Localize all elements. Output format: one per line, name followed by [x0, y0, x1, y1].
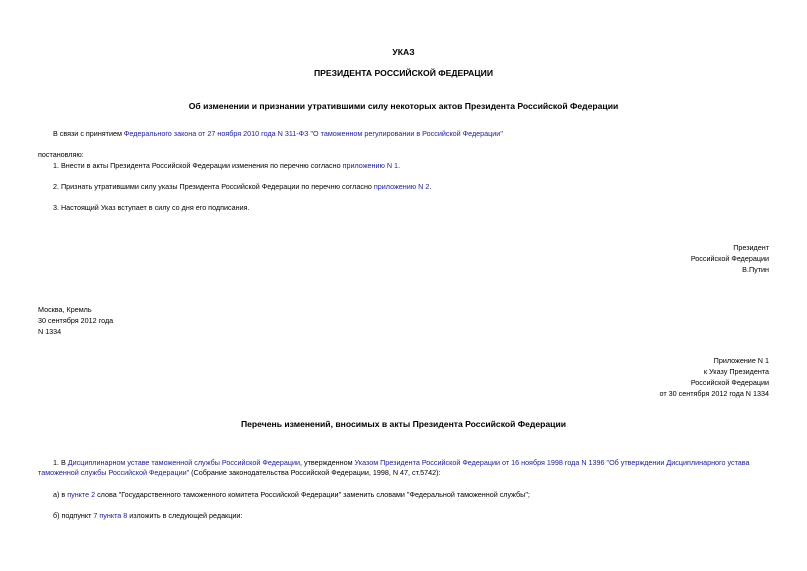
decree-word: постановляю: [38, 150, 84, 159]
subitem-b-rest: изложить в следующей редакции: [127, 511, 243, 520]
decree-number: N 1334 [38, 327, 62, 336]
appendix-ref: к Указу Президента [703, 367, 769, 376]
appendix-2-link[interactable]: приложению N 2 [373, 182, 430, 191]
appendix-date: от 30 сентября 2012 года N 1334 [659, 389, 769, 398]
subitem-a-rest: слова "Государственного таможенного комитета Российской Федерации" заменить словами "Федеральной таможенной службы"; [95, 490, 530, 499]
document-title: Об изменении и признании утратившими силу некоторых актов Президента Российской Федерации [188, 101, 619, 111]
issuer-heading: ПРЕЗИДЕНТА РОССИЙСКОЙ ФЕДЕРАЦИИ [313, 68, 494, 78]
list-item [53, 203, 249, 212]
item-2-end: . [429, 182, 432, 191]
item-1-end: . [398, 161, 401, 170]
subclause-7-link[interactable]: 7 [93, 511, 98, 520]
change-item-1 [53, 458, 750, 469]
item-1-text: 1. Внести в акты Президента Российской Федерации изменения по перечню согласно [53, 161, 343, 170]
change-source: (Собрание законодательства Российской Федерации, 1998, N 47, ст.5742): [189, 468, 441, 477]
list-item [53, 182, 431, 191]
signature-name: В.Путин [742, 265, 769, 274]
change-text: , утвержденном [300, 458, 355, 467]
change-item-1-cont [38, 468, 441, 479]
change-number: 1. В [53, 458, 68, 467]
doc-type-heading: УКАЗ [392, 47, 415, 57]
list-item [53, 161, 400, 170]
appendix-label: Приложение N 1 [713, 356, 769, 365]
subitem-b [53, 511, 242, 520]
disciplinary-charter-link[interactable]: Дисциплинарном уставе таможенной службы Российской Федерации [67, 458, 301, 467]
subitem-a [53, 490, 530, 499]
signature-title: Президент [733, 243, 769, 252]
item-3-text: 3. Настоящий Указ вступает в силу со дня его подписания. [53, 203, 250, 212]
clause-2-link[interactable]: пункте 2 [67, 490, 96, 499]
subitem-b-text: б) подпункт [53, 511, 94, 520]
signing-date: 30 сентября 2012 года [38, 316, 114, 325]
subitem-a-text: а) в [53, 490, 68, 499]
preamble-text: В связи с принятием [53, 129, 124, 138]
federal-law-link[interactable]: Федерального закона от 27 ноября 2010 года N 311-ФЗ "О таможенном регулировании в Российской Федерации" [123, 129, 503, 138]
signature-country: Российской Федерации [690, 254, 769, 263]
presidential-decree-link[interactable]: Указом Президента Российской Федерации от 16 ноября 1998 года N 1396 "Об утверждении Дисциплинарного устава [354, 458, 750, 467]
preamble [53, 129, 503, 138]
list-title: Перечень изменений, вносимых в акты Президента Российской Федерации [240, 419, 567, 429]
place-of-signing: Москва, Кремль [38, 305, 92, 314]
appendix-1-link[interactable]: приложению N 1 [342, 161, 399, 170]
presidential-decree-link-cont[interactable]: таможенной службы Российской Федерации" [38, 468, 190, 477]
item-2-text: 2. Признать утратившими силу указы Президента Российской Федерации по перечню согласно [53, 182, 374, 191]
clause-8-link[interactable]: пункта 8 [99, 511, 128, 520]
appendix-country: Российской Федерации [690, 378, 769, 387]
